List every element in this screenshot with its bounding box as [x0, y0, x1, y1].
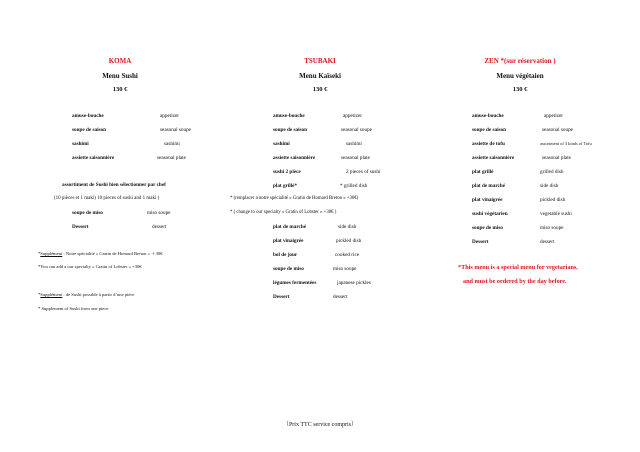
tsubaki-item-en: pickled dish	[336, 238, 362, 244]
koma-item-en: sashimi	[164, 141, 180, 147]
tsubaki-item-fr: assiette saisonnière	[273, 155, 316, 161]
tsubaki-item-en: side dish	[338, 224, 357, 230]
tsubaki-item-en: cooked rice	[335, 252, 360, 258]
zen-item-fr: plat grillé	[472, 169, 494, 175]
zen-item-en: dessert	[540, 239, 555, 245]
zen-item-en: appetizer	[544, 113, 564, 119]
zen-vegetarian-notice-line2: and must be ordered by the day before.	[463, 278, 567, 285]
tsubaki-title: TSUBAKI	[304, 57, 336, 65]
koma-supplement-note: *Supplément : Notre spécialité « Gratin de Homard Breton » ＋30€	[38, 251, 163, 256]
zen-item-fr: soupe de miso	[472, 225, 503, 231]
koma-item-en: seasonal plate	[157, 155, 186, 161]
zen-item-fr: assiette de tofu	[472, 141, 505, 147]
tsubaki-item-en: miso soupe	[333, 266, 357, 272]
zen-item-en: seasonal plate	[542, 155, 571, 161]
tsubaki-item-en: seasonal plate	[341, 155, 370, 161]
tsubaki-item-fr: plat de marché	[273, 224, 307, 230]
zen-vegetarian-notice-line1: *This menu is a special menu for vegetarians,	[458, 264, 578, 271]
tsubaki-item-en: sashimi	[346, 141, 362, 147]
zen-subtitle: Menu végétaien	[496, 72, 544, 80]
koma-item-en: miso soupe	[147, 210, 171, 216]
koma-item-fr: assiette saisonnière	[72, 155, 115, 161]
tsubaki-item-en: seasonal soupe	[341, 127, 372, 133]
zen-item-en: vegetable sushi	[540, 211, 572, 217]
price-footer: （Prix TTC service compris）	[282, 422, 358, 428]
tsubaki-item-fr: sushi 2 pièce	[273, 169, 301, 175]
koma-sushi-supplement-label: Supplément	[40, 292, 63, 297]
koma-item-fr: Dessert	[72, 224, 89, 230]
koma-item-fr: sashimi	[72, 141, 89, 147]
koma-assortment-title: assortiment de Sushi bien sélectionner par chef	[62, 182, 166, 188]
koma-assortment-detail: (10 pièces et 1 maki) 10 pieces of sushi and 1 maki )	[54, 196, 160, 201]
zen-item-en: miso soupe	[540, 225, 564, 231]
koma-item-en: appetizer	[160, 113, 180, 119]
zen-item-fr: sushi végétarien	[472, 211, 508, 217]
zen-item-en: grilled dish	[540, 169, 564, 175]
tsubaki-item-fr: amuse-bouche	[273, 113, 305, 119]
tsubaki-subtitle: Menu Kaïseki	[299, 72, 341, 80]
koma-item-en: seasonal soupe	[160, 127, 191, 133]
tsubaki-item-en: appetizer	[343, 113, 363, 119]
tsubaki-item-fr: légumes fermentées	[273, 280, 317, 286]
koma-sushi-supplement-text: : de Sushi possible à partir d’une pièce	[62, 292, 135, 297]
koma-item-fr: soupe de miso	[72, 210, 103, 216]
tsubaki-item-en: japanese pickles	[337, 280, 371, 286]
koma-supplement-text: : Notre spécialité « Gratin de Homard Breton » ＋30€	[62, 251, 163, 256]
tsubaki-item-fr: plat vinaigrée	[273, 238, 304, 244]
zen-item-fr: soupe de saison	[472, 127, 507, 133]
zen-item-fr: amuse-bouche	[472, 113, 504, 119]
zen-price: 130 €	[512, 86, 528, 93]
tsubaki-gratin-note-fr: * (remplacer a notre spécialité « Gratin de Homard Breton » +30€)	[230, 196, 359, 201]
koma-price: 130 €	[112, 86, 128, 93]
tsubaki-item-fr: bol de jour	[273, 252, 298, 258]
zen-item-en: assortment of 3 kinds of Tofu	[540, 141, 592, 146]
zen-item-fr: plat de marché	[472, 183, 506, 189]
koma-specialty-note: *You can add a our specialty « Gratin of Lobster » +30€	[38, 264, 142, 269]
koma-sushi-supplement-en: * Supplement of Sushi from one piece	[38, 306, 109, 311]
koma-item-en: dessert	[152, 224, 167, 230]
koma-sushi-supplement-note: *Supplément : de Sushi possible à partir d’une pièce	[38, 292, 135, 297]
tsubaki-item-en: 2 pieces of sushi	[346, 169, 381, 175]
tsubaki-item-en: * grilled dish	[340, 183, 368, 189]
tsubaki-gratin-note-en: * ( change to our specialty « Gratin of Lobster » +30€ )	[230, 210, 337, 215]
zen-title: ZEN *(sur réservation )	[484, 57, 556, 65]
koma-subtitle: Menu Sushi	[102, 72, 138, 80]
zen-item-en: pickled dish	[540, 197, 566, 203]
koma-item-fr: amuse-bouche	[72, 113, 104, 119]
tsubaki-item-en: dessert	[333, 294, 348, 300]
tsubaki-item-fr: soupe de saison	[273, 127, 308, 133]
tsubaki-item-fr: Dessert	[273, 294, 290, 300]
tsubaki-item-fr: sashimi	[273, 141, 290, 147]
koma-supplement-label: Supplément	[40, 251, 63, 256]
tsubaki-item-fr: soupe de miso	[273, 266, 304, 272]
tsubaki-item-fr: plat grillé*	[273, 183, 298, 189]
tsubaki-price: 130 €	[312, 86, 328, 93]
koma-title: KOMA	[108, 57, 132, 65]
zen-item-fr: Dessert	[472, 239, 489, 245]
zen-item-fr: assiette saisonnière	[472, 155, 515, 161]
zen-item-en: side dish	[540, 183, 559, 189]
zen-item-en: seasonal soupe	[542, 127, 573, 133]
zen-item-fr: plat vinaigrée	[472, 197, 503, 203]
koma-item-fr: soupe de saison	[72, 127, 107, 133]
